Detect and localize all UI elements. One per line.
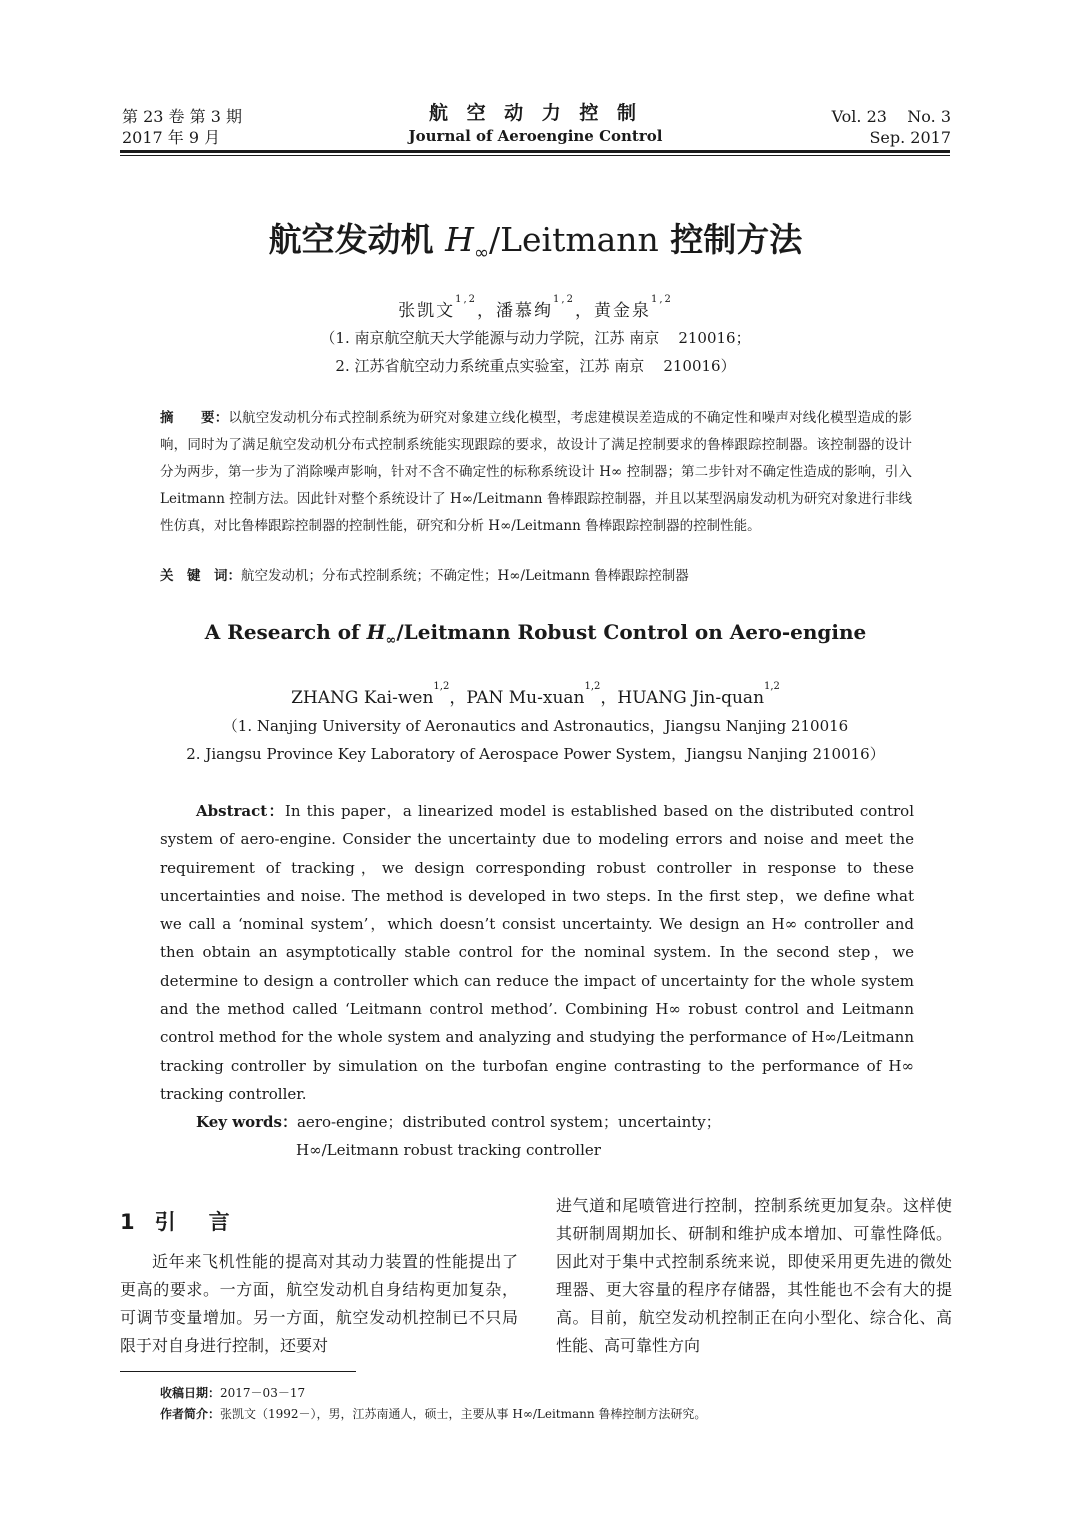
body-left-column: 近年来飞机性能的提高对其动力装置的性能提出了更高的要求。一方面，航空发动机自身结构更加复杂，可调节变量增加。另一方面，航空发动机控制已不只局限于对自身进行控制，还要对 [120,1252,518,1355]
author-bio: 张凯文（1992－），男，江苏南通人，硕士，主要从事 H∞/Leitmann 鲁棒控制方法研究。 [220,1407,707,1421]
footnote-rule [120,1371,356,1372]
author-en-1-sup: 1,2 [433,681,450,692]
affiliation-en-1: （1. Nanjing University of Aeronautics and Astronautics，Jiangsu Nanjing 210016 [222,717,849,735]
affiliation-en-2: 2. Jiangsu Province Key Laboratory of Aerospace Power System，Jiangsu Nanjing 210016） [186,745,885,763]
abstract-en-label: Abstract： [196,802,285,820]
author-sep: ， [477,301,497,321]
title-cn-part1: 航空发动机 [268,220,446,259]
author-cn-1: 张凯文 [398,301,456,321]
author-en-3: HUANG Jin-quan [617,688,765,708]
footnote-author [160,1405,706,1424]
author-sep: ， [574,301,594,321]
abstract-cn-label: 摘 要： [160,410,229,426]
author-en-2-sup: 1,2 [584,681,601,692]
date-en: Sep. 2017 [869,128,951,147]
title-cn-h: H [445,220,474,259]
body-right-column: 进气道和尾喷管进行控制，控制系统更加复杂。这样使其研制周期加长、研制和维护成本增加、可靠性降低。因此对于集中式控制系统来说，即使采用更先进的微处理器、更大容量的程序存储器，其性能也不会有大的提高。目前，航空发动机控制正在向小型化、综合化、高性能、高可靠性方向 [556,1196,952,1355]
section-number: 1 [120,1210,135,1234]
author-cn-2: 潘慕绚 [496,301,554,321]
keywords-en-label: Key words： [196,1113,297,1131]
title-en [0,620,1071,648]
author-en-1: ZHANG Kai-wen [291,688,434,708]
title-cn-inf: ∞ [473,242,489,264]
volume-en: Vol. 23 No. 3 [831,107,951,126]
abstract-en-text: In this paper，a linearized model is established based on the distributed control system of aero-engine. Consider the uncertainty due to modeling errors and noise and meet the requirement of tracking，we design corresponding robust controller in response to these uncertainties and noise. The method is developed in two steps. In the first step，we define what we call a ‘nominal system’，which doesn’t consist uncertainty. We design an H∞ controller and then obtain an asymptotically stable control for the nominal system. In the second step，we determine to design a controller which can reduce the impact of uncertainty for the whole system and the method called ‘Leitmann control method’. Combining H∞ robust control and Leitmann control method for the whole system and analyzing and studying the performance of H∞/Leitmann tracking controller by simulation on the turbofan engine contrasting to the performance of H∞ tracking controller. [160,802,914,1103]
keywords-cn [160,566,912,586]
title-en-part2: /Leitmann Robust Control on Aero-engine [396,620,867,644]
abstract-en [160,797,914,1108]
author-cn-3-sup: 1,2 [650,294,673,305]
abstract-cn [160,405,912,540]
title-en-part1: A Research of [204,620,367,644]
date-cn: 2017 年 9 月 [122,128,221,147]
author-en-3-sup: 1,2 [764,681,780,692]
section-heading [120,1206,236,1236]
title-en-inf: ∞ [385,633,397,648]
header-rule-thick [120,150,950,153]
title-cn-part3: 控制方法 [658,220,803,259]
header-right [832,106,951,148]
abstract-cn-text: 以航空发动机分布式控制系统为研究对象建立线化模型，考虑建模误差造成的不确定性和噪声对线化模型造成的影响，同时为了满足航空发动机分布式控制系统能实现跟踪的要求，故设计了满足控制要求的鲁棒跟踪控制器。该控制器的设计分为两步，第一步为了消除噪声影响，针对不含不确定性的标称系统设计 H∞ 控制器；第二步针对不确定性造成的影响，引入 Leitmann 控制方法。因此针对整个系统设计了 H∞/Leitmann 鲁棒跟踪控制器，并且以某型涡扇发动机为研究对象进行非线性仿真，对比鲁棒跟踪控制器的控制性能，研究和分析 H∞/Leitmann 鲁棒跟踪控制器的控制性能。 [160,410,913,534]
author-cn-3: 黄金泉 [593,301,651,321]
title-cn-part2: /Leitmann [488,220,659,259]
received-date: 2017－03－17 [220,1386,306,1400]
author-bio-label: 作者简介： [160,1407,221,1421]
journal-name-cn: 航 空 动 力 控 制 [428,102,643,124]
footnote-received [160,1384,305,1403]
author-cn-1-sup: 1,2 [455,294,478,305]
authors-en [0,683,1071,708]
author-cn-2-sup: 1,2 [553,294,575,305]
author-sep: ， [600,688,618,708]
keywords-en [196,1108,912,1164]
affiliation-cn-2: 2. 江苏省航空动力系统重点实验室，江苏 南京 210016） [335,357,736,375]
affiliation-cn-1: （1. 南京航空航天大学能源与动力学院，江苏 南京 210016； [320,329,751,347]
keywords-en-line1: aero-engine；distributed control system；uncertainty； [296,1113,721,1131]
keywords-cn-label: 关 键 词： [160,568,241,584]
title-en-h: H [366,620,386,644]
title-cn [0,214,1071,264]
author-sep: ， [449,688,467,708]
keywords-cn-text: 航空发动机；分布式控制系统；不确定性；H∞/Leitmann 鲁棒跟踪控制器 [241,568,689,584]
received-label: 收稿日期： [160,1386,221,1400]
journal-name-en: Journal of Aeroengine Control [408,127,663,145]
keywords-en-line2: H∞/Leitmann robust tracking controller [296,1141,601,1159]
header-rule-thin [120,155,950,156]
author-en-2: PAN Mu-xuan [466,688,585,708]
section-title: 引 言 [154,1210,236,1234]
authors-cn [0,296,1071,321]
volume-cn: 第 23 卷 第 3 期 [122,107,242,126]
